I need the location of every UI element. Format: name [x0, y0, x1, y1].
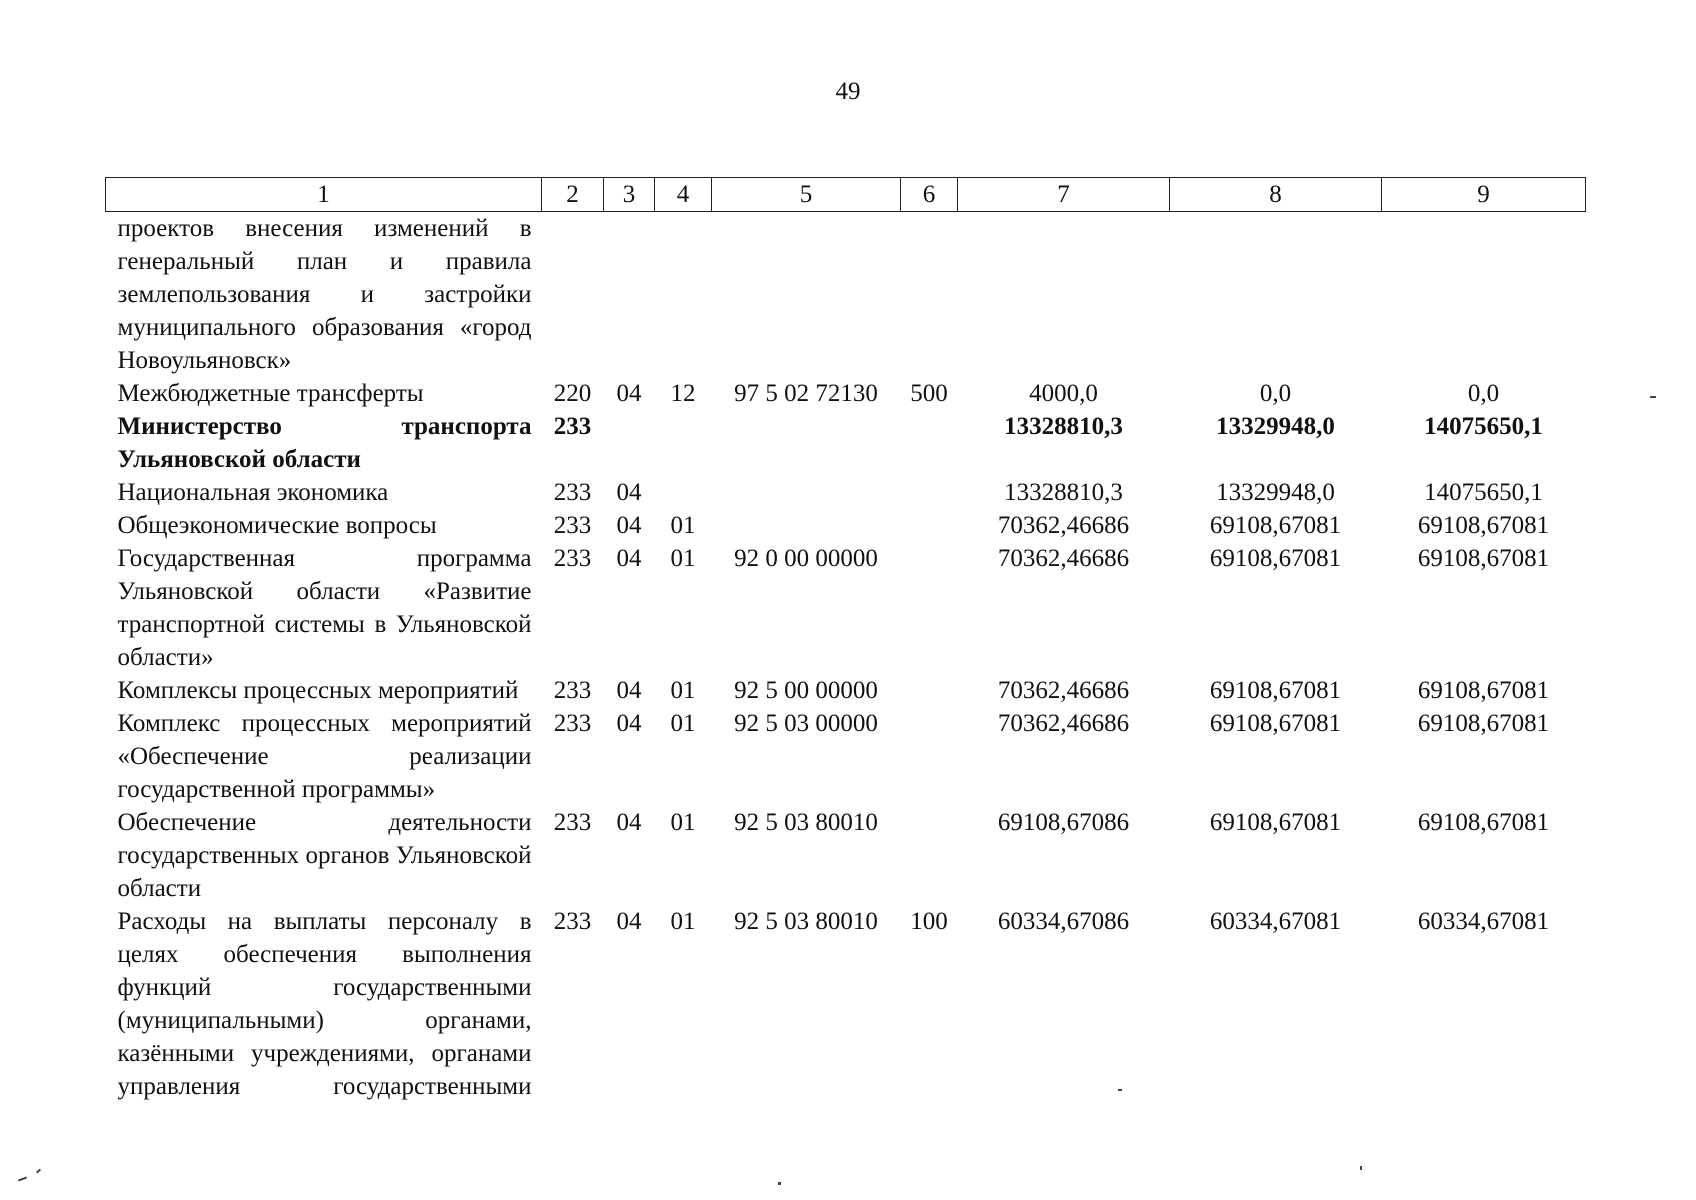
scan-speck [18, 1177, 27, 1182]
row-code-subsection [655, 476, 712, 509]
row-code-target: 92 0 00 00000 [734, 545, 878, 572]
row-amount-col7: 70362,46686 [997, 512, 1130, 539]
row-code-subsection [655, 212, 712, 378]
row-code-section: 04 [616, 710, 642, 737]
row-code-target [712, 212, 901, 378]
row-code-target: 92 5 03 00000 [734, 710, 878, 737]
row-name: Расходы на выплаты персоналу в целях обеспечения выполнения функций государственными (муниципальными) органами, казёнными учреждениями, органами управления государственными [117, 908, 532, 1100]
row-code-section: 04 [616, 677, 642, 704]
row-code-section [604, 410, 655, 476]
page-number: 49 [835, 78, 861, 105]
row-code-target [712, 410, 901, 476]
row-name: Межбюджетные трансферты [117, 380, 424, 407]
row-code-subsection: 01 [670, 710, 696, 737]
column-header-7: 7 [958, 178, 1170, 212]
scan-speck [1650, 396, 1656, 398]
row-amount-col8: 69108,67081 [1209, 677, 1342, 704]
row-code-ministry: 233 [553, 677, 592, 704]
row-code-target: 92 5 03 80010 [734, 908, 878, 935]
row-code-subsection: 01 [670, 809, 696, 836]
row-amount-col7: 13328810,3 [1004, 413, 1123, 440]
row-amount-col9: 60334,67081 [1417, 908, 1550, 935]
table-row [106, 707, 1586, 806]
row-code-expense-type [901, 707, 958, 806]
table-row [106, 377, 1586, 410]
row-amount-col9: 69108,67081 [1417, 677, 1550, 704]
column-header-3: 3 [604, 178, 655, 212]
row-amount-col7: 70362,46686 [997, 710, 1130, 737]
table-row [106, 212, 1586, 378]
row-code-section [604, 212, 655, 378]
table-row [106, 905, 1586, 1103]
row-code-expense-type [901, 542, 958, 674]
row-code-subsection: 01 [670, 677, 696, 704]
row-code-expense-type [901, 410, 958, 476]
row-code-target: 92 5 00 00000 [734, 677, 878, 704]
row-code-expense-type: 100 [910, 908, 948, 935]
row-code-target: 97 5 02 72130 [734, 380, 878, 407]
row-name: Государственная программа Ульяновской области «Развитие транспортной системы в Ульяновской области» [117, 545, 532, 671]
row-code-ministry: 233 [553, 809, 592, 836]
row-amount-col9: 69108,67081 [1417, 512, 1550, 539]
row-code-section: 04 [616, 908, 642, 935]
row-code-target [712, 476, 901, 509]
column-header-2: 2 [542, 178, 604, 212]
row-code-target [712, 509, 901, 542]
scan-speck [36, 1169, 41, 1174]
row-code-ministry: 233 [553, 545, 592, 572]
table-header [106, 178, 1586, 212]
row-amount-col8: 69108,67081 [1209, 512, 1342, 539]
table-row [106, 674, 1586, 707]
row-code-subsection: 01 [670, 908, 696, 935]
column-header-5: 5 [712, 178, 901, 212]
row-code-ministry: 233 [553, 479, 592, 506]
table-row [106, 476, 1586, 509]
row-name: Комплекс процессных мероприятий «Обеспечение реализации государственной программы» [117, 710, 532, 803]
column-header-8: 8 [1170, 178, 1382, 212]
scan-speck [1118, 1089, 1122, 1091]
row-name: Общеэкономические вопросы [117, 512, 437, 539]
column-header-6: 6 [901, 178, 958, 212]
row-amount-col8: 69108,67081 [1209, 710, 1342, 737]
row-amount-col9 [1382, 212, 1586, 378]
row-amount-col9: 14075650,1 [1424, 479, 1543, 506]
row-code-expense-type [901, 476, 958, 509]
row-code-subsection [655, 410, 712, 476]
row-code-section: 04 [616, 545, 642, 572]
row-amount-col8 [1170, 212, 1382, 378]
row-code-ministry: 233 [553, 413, 592, 440]
scan-speck [1360, 1166, 1362, 1170]
row-amount-col8: 60334,67081 [1209, 908, 1342, 935]
row-amount-col8: 69108,67081 [1209, 809, 1342, 836]
row-code-section: 04 [616, 380, 642, 407]
row-amount-col7: 13328810,3 [1004, 479, 1123, 506]
row-code-ministry: 233 [553, 512, 592, 539]
row-name: проектов внесения изменений в генеральный план и правила землепользования и застройки муниципального образования «город Новоульяновск» [117, 215, 532, 374]
row-code-section: 04 [616, 479, 642, 506]
row-code-ministry: 220 [553, 380, 592, 407]
row-code-expense-type [901, 806, 958, 905]
row-amount-col8: 0,0 [1259, 380, 1292, 407]
table-body [106, 212, 1586, 1104]
row-amount-col9: 69108,67081 [1417, 545, 1550, 572]
row-code-subsection: 01 [670, 545, 696, 572]
row-amount-col7: 60334,67086 [997, 908, 1130, 935]
row-name: Министерство транспорта Ульяновской области [117, 413, 532, 473]
table-row [106, 806, 1586, 905]
row-name: Комплексы процессных мероприятий [117, 677, 519, 704]
table-row [106, 410, 1586, 476]
row-amount-col8: 13329948,0 [1216, 479, 1335, 506]
row-amount-col8: 13329948,0 [1216, 413, 1335, 440]
row-amount-col9: 69108,67081 [1417, 809, 1550, 836]
table-row [106, 542, 1586, 674]
row-code-ministry: 233 [553, 710, 592, 737]
row-code-target: 92 5 03 80010 [734, 809, 878, 836]
column-header-1: 1 [106, 178, 542, 212]
row-code-subsection: 01 [670, 512, 696, 539]
column-header-4: 4 [655, 178, 712, 212]
row-code-expense-type [901, 674, 958, 707]
row-amount-col9: 69108,67081 [1417, 710, 1550, 737]
row-amount-col7: 70362,46686 [997, 677, 1130, 704]
row-code-expense-type [901, 212, 958, 378]
row-code-expense-type [901, 509, 958, 542]
row-amount-col7 [958, 212, 1170, 378]
budget-table [105, 177, 1586, 1103]
row-code-section: 04 [616, 809, 642, 836]
scan-speck [778, 1182, 781, 1185]
row-amount-col7: 70362,46686 [997, 545, 1130, 572]
row-name: Национальная экономика [117, 479, 389, 506]
row-code-subsection: 12 [670, 380, 696, 407]
row-amount-col9: 14075650,1 [1424, 413, 1543, 440]
row-amount-col8: 69108,67081 [1209, 545, 1342, 572]
row-amount-col7: 4000,0 [1029, 380, 1098, 407]
row-code-ministry [542, 212, 604, 378]
row-code-expense-type: 500 [910, 380, 948, 407]
row-code-ministry: 233 [553, 908, 592, 935]
table-row [106, 509, 1586, 542]
row-name: Обеспечение деятельности государственных органов Ульяновской области [117, 809, 532, 902]
row-code-section: 04 [616, 512, 642, 539]
row-amount-col7: 69108,67086 [997, 809, 1130, 836]
row-amount-col9: 0,0 [1467, 380, 1500, 407]
column-header-9: 9 [1382, 178, 1586, 212]
